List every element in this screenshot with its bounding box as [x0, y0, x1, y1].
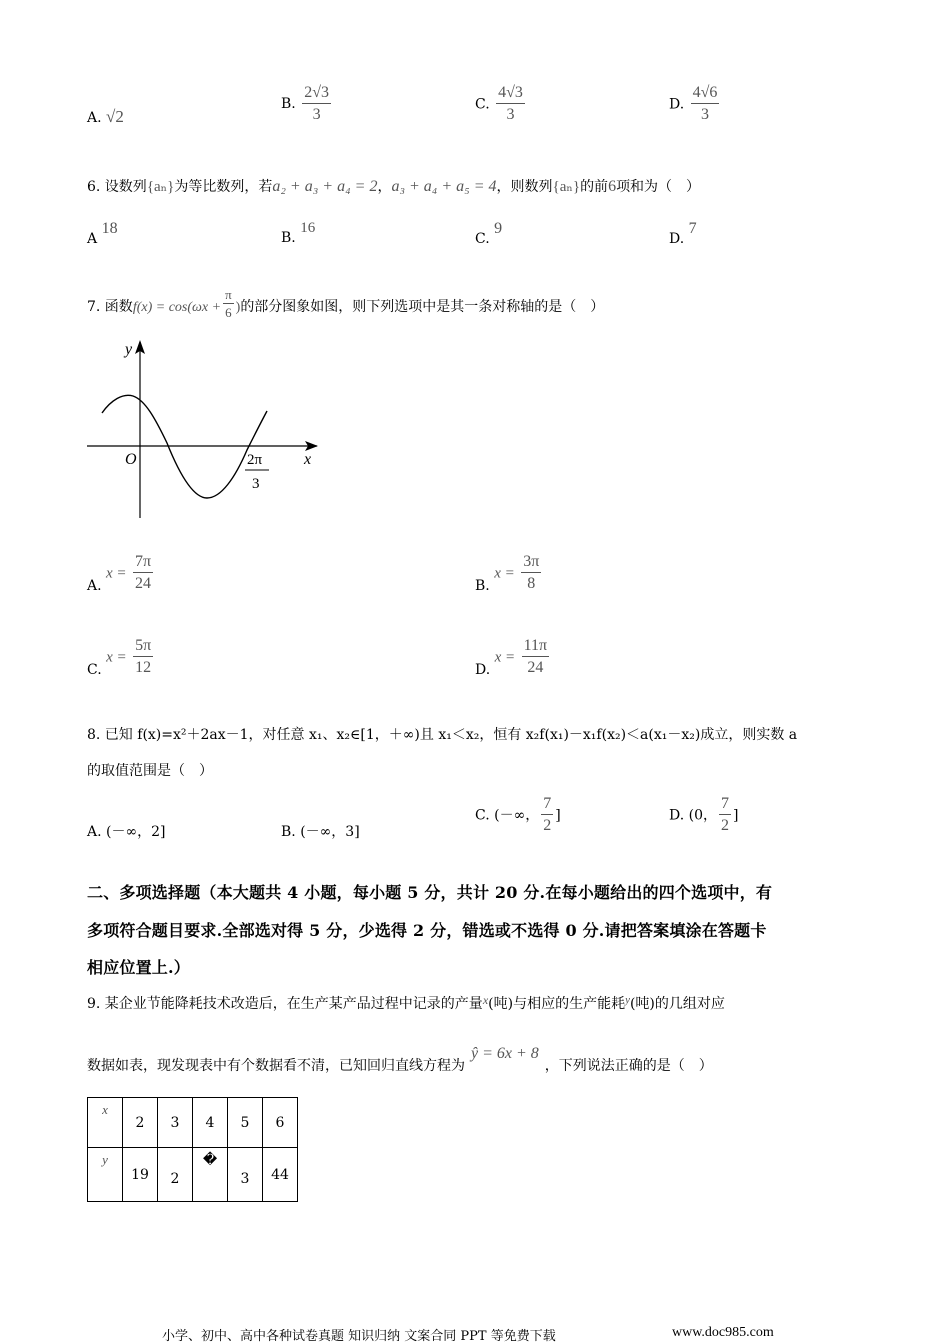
q6-option-d: D. 7 — [669, 220, 697, 247]
table-cell: 6 — [263, 1098, 298, 1148]
q6-option-c: C. 9 — [475, 220, 503, 247]
y-axis-label: y — [125, 341, 133, 358]
q7-stem: 7. 函数f(x) = cos(ωx + $\frac{\pi}{6}$ )的部分图象如图，则下列选项中是其一条对称轴的是（ ） — [87, 287, 605, 320]
q8-option-d: D. (0， $\frac{7}{2}$ ] — [669, 795, 739, 834]
table-cell: 19 — [123, 1148, 158, 1202]
tick-label-numerator: 2π — [247, 452, 263, 468]
q9-data-table — [87, 1097, 298, 1202]
section2-heading-line3: 相应位置上.） — [87, 958, 190, 977]
q9-stem-line2: 数据如表，现发现表中有个数据看不清，已知回归直线方程为ŷ = 6x + 8，下列说法正确的是（ ） — [87, 1045, 713, 1074]
q5-option-d: D. $\frac{4√6}{3}$ — [669, 84, 718, 123]
q8-option-c: C. (－∞， $\frac{7}{2}$ ] — [475, 795, 561, 834]
table-header-x: x — [88, 1098, 123, 1148]
table-cell: 2 — [158, 1148, 193, 1202]
section2-heading-line1: 二、多项选择题（本大题共 4 小题，每小题 5 分，共计 20 分.在每小题给出的四个选项中，有 — [87, 883, 773, 902]
q5-option-a-expr: √2 — [106, 107, 124, 126]
q8-option-b: B. (－∞，3] — [281, 824, 360, 840]
table-cell: � — [193, 1148, 228, 1202]
table-cell: 4 — [193, 1098, 228, 1148]
table-cell: 3 — [158, 1098, 193, 1148]
q6-option-b: B. 16 — [281, 220, 316, 246]
q8-option-a: A. (－∞，2] — [87, 824, 166, 840]
tick-label-denominator: 3 — [252, 476, 260, 492]
x-axis-label: x — [304, 451, 312, 468]
q5-option-b: B. $\frac{2√3}{3}$ — [281, 84, 329, 123]
q7-option-c: C. x = $\frac{5\pi}{12}$ — [87, 637, 152, 678]
q7-option-a: A. x = $\frac{7\pi}{24}$ — [87, 553, 152, 594]
q7-option-b: B. x = $\frac{3\pi}{8}$ — [475, 553, 540, 594]
table-cell: 3 — [228, 1148, 263, 1202]
q8-stem-line2: 的取值范围是（ ） — [87, 763, 213, 779]
table-cell: 44 — [263, 1148, 298, 1202]
cosine-curve — [102, 395, 267, 498]
table-header-y: y — [88, 1148, 123, 1202]
table-cell: 5 — [228, 1098, 263, 1148]
table-row — [88, 1098, 298, 1148]
table-row — [88, 1148, 298, 1202]
q5-option-a: A. √2 — [87, 107, 124, 126]
regression-equation: ŷ = 6x + 8 — [471, 1045, 539, 1062]
q6-option-a: A 18 — [87, 220, 118, 247]
origin-label: O — [125, 451, 137, 468]
q5-option-c: C. $\frac{4√3}{3}$ — [475, 84, 523, 123]
section2-heading-line2: 多项符合题目要求.全部选对得 5 分，少选得 2 分，错选或不选得 0 分.请把答案填涂在答题卡 — [87, 921, 767, 940]
table-cell: 2 — [123, 1098, 158, 1148]
q7-option-d: D. x = $\frac{11\pi}{24}$ — [475, 637, 548, 678]
footer-left-text: 小学、初中、高中各种试卷真题 知识归纳 文案合同 PPT 等免费下载 — [162, 1329, 556, 1344]
q8-stem-line1: 8. 已知 f(x)=x²＋2ax－1，对任意 x₁、x₂∈[1，＋∞)且 x₁＜x₂，恒有 x₂f(x₁)－x₁f(x₂)＜a(x₁－x₂)成立，则实数 a — [87, 727, 798, 743]
q6-stem: 6. 设数列{aₙ}为等比数列，若a₂ + a₃ + a₄ = 2，a₃ + a₄ + a₅ = 4，则数列{aₙ}的前6项和为（ ） — [87, 178, 701, 195]
q7-cosine-graph — [85, 338, 330, 523]
q9-stem-line1: 9. 某企业节能降耗技术改造后，在生产某产品过程中记录的产量x(吨)与相应的生产能耗$^y$(吨)的几组对应 — [87, 993, 725, 1012]
footer-website-link[interactable]: www.doc985.com — [672, 1325, 774, 1340]
